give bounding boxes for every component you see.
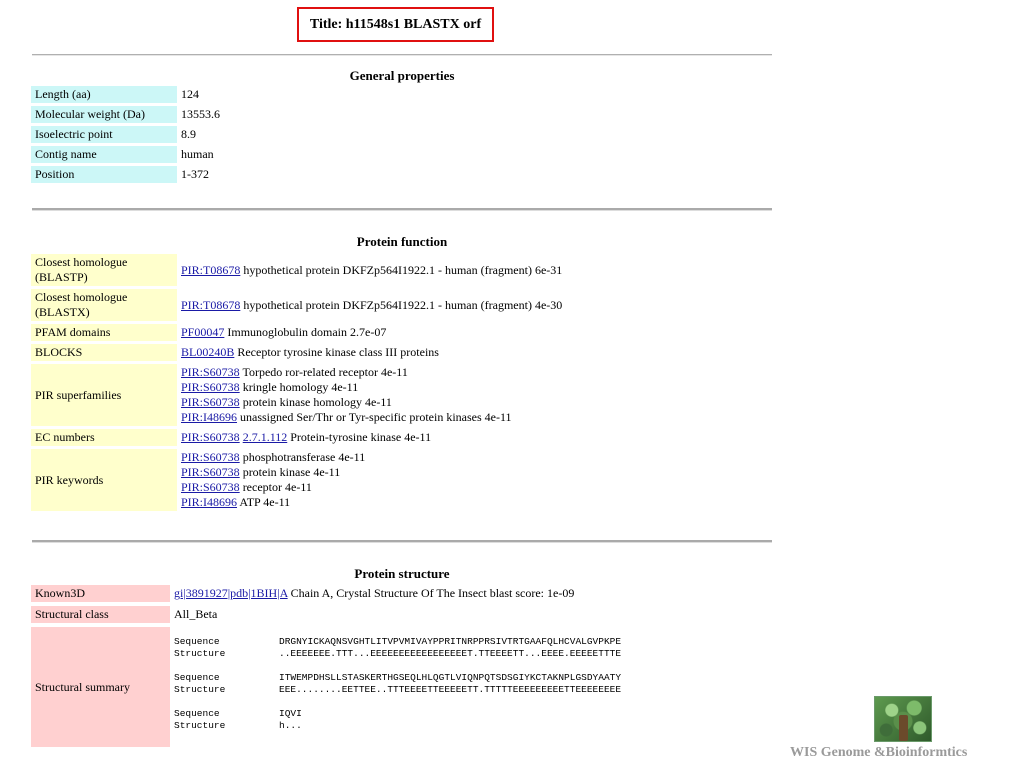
function-line: [181, 365, 647, 380]
function-line: [181, 325, 647, 340]
function-line: [181, 298, 647, 313]
database-link[interactable]: PIR:S60738: [181, 450, 240, 464]
function-line: [181, 410, 647, 425]
table-row: [31, 126, 431, 143]
structural-summary-label: Structural summary: [31, 627, 170, 747]
database-link[interactable]: PIR:S60738: [181, 480, 240, 494]
structure-row: [174, 684, 727, 696]
sequence-text: IQVI: [279, 708, 302, 719]
sequence-row: [174, 636, 727, 648]
sequence-label: Sequence: [174, 672, 220, 683]
structure-row: [174, 648, 727, 660]
structure-text: h...: [279, 720, 302, 731]
database-link[interactable]: BL00240B: [181, 345, 235, 359]
table-row: [31, 585, 731, 602]
function-text: receptor 4e-11: [239, 480, 312, 494]
divider: [32, 208, 772, 211]
database-link[interactable]: PIR:S60738: [181, 465, 240, 479]
function-line: [181, 345, 647, 360]
function-label: Closest homologue (BLASTP): [31, 254, 177, 286]
database-link[interactable]: PF00047: [181, 325, 225, 339]
sequence-text: ITWEMPDHSLLSTASKERTHGSEQLHLQGTLVIQNPQTSDSGIYKCTAKNPLGSDYAATY: [279, 672, 622, 683]
known3d-link[interactable]: gi|3891927|pdb|1BIH|A: [174, 586, 288, 600]
database-link[interactable]: PIR:S60738: [181, 365, 240, 379]
protein-structure-heading: Protein structure: [354, 566, 450, 581]
database-link[interactable]: PIR:S60738: [181, 380, 240, 394]
function-line: [181, 465, 647, 480]
property-value: 8.9: [181, 127, 196, 141]
property-value: 13553.6: [181, 107, 220, 121]
structure-text: ..EEEEEEE.TTT...EEEEEEEEEEEEEEEEET.TTEEEETT...EEEE.EEEEETTTE: [279, 648, 622, 659]
table-row: [31, 106, 431, 123]
function-text: protein kinase homology 4e-11: [239, 395, 392, 409]
database-link[interactable]: PIR:S60738: [181, 395, 240, 409]
function-value: [177, 254, 651, 286]
function-value: [177, 364, 651, 426]
structural-class-value: All_Beta: [174, 607, 218, 621]
tree-logo-icon: [874, 696, 932, 742]
sequence-label: Sequence: [174, 708, 220, 719]
structural-class-label: Structural class: [31, 606, 170, 623]
database-link[interactable]: PIR:S60738: [181, 430, 240, 444]
table-row: [31, 146, 431, 163]
function-label: Closest homologue (BLASTX): [31, 289, 177, 321]
table-row: [31, 449, 651, 511]
table-row: [31, 429, 651, 446]
property-label: Isoelectric point: [31, 126, 177, 143]
table-row: [31, 627, 731, 747]
page-title: Title: h11548s1 BLASTX orf: [297, 7, 494, 42]
function-value: [177, 449, 651, 511]
protein-function-table: [31, 251, 651, 514]
known3d-label: Known3D: [31, 585, 170, 602]
property-label: Position: [31, 166, 177, 183]
table-row: [31, 86, 431, 103]
general-properties-table: [31, 83, 431, 186]
divider: [32, 540, 772, 543]
table-row: [31, 289, 651, 321]
function-line: [181, 430, 647, 445]
function-text: hypothetical protein DKFZp564I1922.1 - human (fragment) 4e-30: [240, 297, 563, 312]
property-label: Length (aa): [31, 86, 177, 103]
structure-label: Structure: [174, 720, 226, 731]
sequence-label: Sequence: [174, 636, 220, 647]
function-text: ATP 4e-11: [237, 495, 291, 509]
structural-summary-value: [170, 627, 731, 747]
function-label: EC numbers: [31, 429, 177, 446]
sequence-block: [174, 672, 727, 696]
function-text: Torpedo ror-related receptor 4e-11: [239, 365, 408, 379]
function-line: [181, 380, 647, 395]
function-label: PIR keywords: [31, 449, 177, 511]
function-label: BLOCKS: [31, 344, 177, 361]
function-value: [177, 344, 651, 361]
database-link[interactable]: 2.7.1.112: [242, 430, 288, 444]
function-label: PFAM domains: [31, 324, 177, 341]
table-row: [31, 166, 431, 183]
database-link[interactable]: PIR:T08678: [181, 297, 241, 312]
structure-label: Structure: [174, 648, 226, 659]
function-line: [181, 495, 647, 510]
function-text: Immunoglobulin domain 2.7e-07: [224, 325, 387, 339]
structure-label: Structure: [174, 684, 226, 695]
sequence-row: [174, 708, 727, 720]
function-text: Receptor tyrosine kinase class III proteins: [234, 345, 439, 359]
protein-function-heading: Protein function: [356, 234, 448, 249]
function-value: [177, 324, 651, 341]
sequence-text: DRGNYICKAQNSVGHTLITVPVMIVAYPPRITNRPPRSIVTRTGAAFQLHCVALGVPKPE: [279, 636, 622, 647]
footer-credit: WIS Genome &Bioinformtics: [790, 745, 968, 760]
sequence-row: [174, 672, 727, 684]
property-value: 124: [181, 87, 199, 101]
function-line: [181, 480, 647, 495]
function-line: [181, 395, 647, 410]
known3d-value: [170, 585, 731, 602]
structure-row: [174, 720, 727, 732]
sequence-block: [174, 708, 727, 732]
property-value: 1-372: [181, 167, 209, 181]
property-label: Contig name: [31, 146, 177, 163]
function-text: kringle homology 4e-11: [239, 380, 359, 394]
database-link[interactable]: PIR:I48696: [181, 495, 238, 509]
function-value: [177, 429, 651, 446]
function-line: [181, 263, 647, 278]
database-link[interactable]: PIR:I48696: [181, 410, 238, 424]
table-row: [31, 606, 731, 623]
function-text: unassigned Ser/Thr or Tyr-specific protein kinases 4e-11: [237, 410, 512, 424]
function-value: [177, 289, 651, 321]
structure-text: EEE........EETTEE..TTTEEEETTEEEEETT.TTTTTEEEEEEEEETTEEEEEEEE: [279, 684, 622, 695]
general-properties-heading: General properties: [349, 68, 455, 83]
sequence-block: [174, 636, 727, 660]
table-row: [31, 364, 651, 426]
table-row: [31, 344, 651, 361]
protein-structure-table: [31, 581, 731, 751]
function-text: Protein-tyrosine kinase 4e-11: [287, 430, 432, 444]
table-row: [31, 254, 651, 286]
known3d-text: Chain A, Crystal Structure Of The Insect blast score: 1e-09: [287, 586, 575, 600]
property-value: human: [181, 147, 214, 161]
function-text: protein kinase 4e-11: [239, 465, 341, 479]
database-link[interactable]: PIR:T08678: [181, 262, 241, 277]
table-row: [31, 324, 651, 341]
divider: [32, 54, 772, 56]
function-text: phosphotransferase 4e-11: [239, 450, 366, 464]
function-text: hypothetical protein DKFZp564I1922.1 - human (fragment) 6e-31: [240, 262, 563, 277]
function-line: [181, 450, 647, 465]
function-label: PIR superfamilies: [31, 364, 177, 426]
property-label: Molecular weight (Da): [31, 106, 177, 123]
